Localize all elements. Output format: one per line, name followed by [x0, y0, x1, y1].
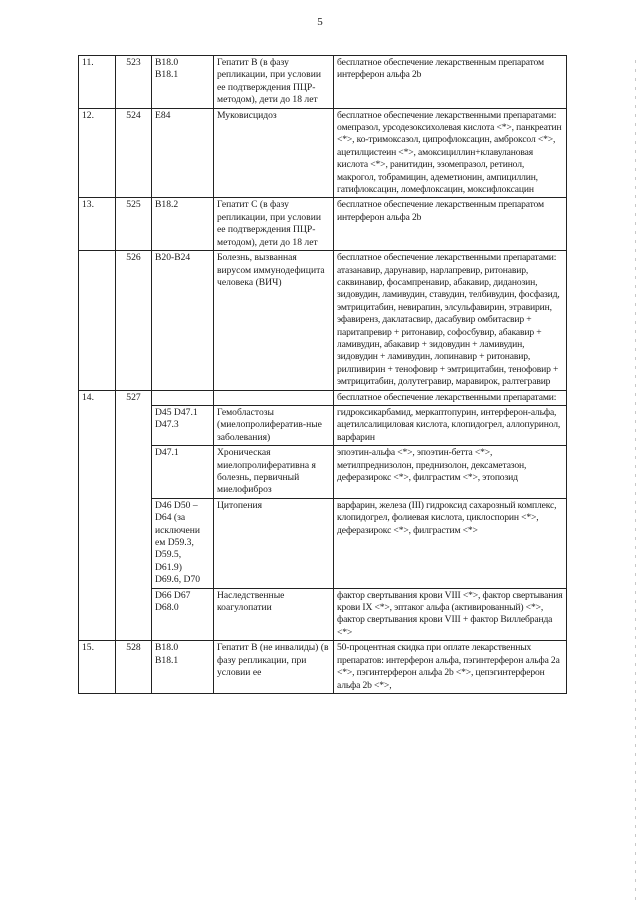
icd-code: D66 D67 D68.0: [152, 588, 214, 641]
page-number: 5: [317, 16, 323, 28]
icd-code: B18.0 B18.1: [152, 56, 214, 109]
row-number: 11.: [79, 56, 116, 109]
disease-name: Гемобластозы (миелопролифератив-ные заболевания): [214, 405, 334, 445]
benefits-table: [78, 55, 567, 694]
row-number: 14.: [79, 390, 116, 641]
icd-code: D45 D47.1 D47.3: [152, 405, 214, 445]
row-code: 524: [116, 108, 152, 198]
disease-name-empty: [214, 390, 334, 405]
disease-name: Болезнь, вызванная вирусом иммунодефицита человека (ВИЧ): [214, 251, 334, 390]
icd-code: B18.0 B18.1: [152, 641, 214, 694]
row-code: 528: [116, 641, 152, 694]
table-row: [79, 390, 567, 405]
icd-code-empty: [152, 390, 214, 405]
table-row: [79, 641, 567, 694]
benefit-text: варфарин, железа (III) гидроксид сахарозный комплекс, клопидогрел, фолиевая кислота, циклоспорин <*>, деферазирокс <*>, филграстим <*>: [334, 498, 567, 588]
table-subrow: [79, 405, 567, 445]
table-row: [79, 108, 567, 198]
benefit-text: эпоэтин-альфа <*>, эпоэтин-бетта <*>, метилпреднизолон, преднизолон, дексаметазон, деферазирокс <*>, филграстим <*>, этопозид: [334, 446, 567, 499]
icd-code: B18.2: [152, 198, 214, 251]
benefit-lead-text: бесплатное обеспечение лекарственными препаратами:: [334, 390, 567, 405]
row-code: 526: [116, 251, 152, 390]
row-number: 12.: [79, 108, 116, 198]
icd-code: D47.1: [152, 446, 214, 499]
benefit-text: бесплатное обеспечение лекарственными препаратами: омепразол, урсодезоксихолевая кислота <*>, панкреатин <*>, ко-тримоксазол, ципрофлоксацин, амброксол <*>, ацетилцистеин <*>, амоксициллин+клавулановая кислота <*>, ранитидин, эзомепразол, ретинол, макрогол, тобрамицин, адеметионин, ампициллин, гатифлоксацин, ломефлоксацин, моксифлоксацин: [334, 108, 567, 198]
row-code: 525: [116, 198, 152, 251]
scan-edge-artifact: [635, 60, 636, 900]
table-row: [79, 56, 567, 109]
benefit-text: бесплатное обеспечение лекарственным препаратом интерферон альфа 2b: [334, 56, 567, 109]
disease-name: Гепатит В (в фазу репликации, при условии ее подтверждения ПЦР-методом), дети до 18 лет: [214, 56, 334, 109]
row-code: 527: [116, 390, 152, 641]
benefit-text: бесплатное обеспечение лекарственным препаратом интерферон альфа 2b: [334, 198, 567, 251]
benefit-text: 50-процентная скидка при оплате лекарственных препаратов: интерферон альфа, пэгинтерферон альфа 2а <*>, пэгинтерферон альфа 2b <*>, цепэгинтерферон альфа 2b <*>,: [334, 641, 567, 694]
row-number: 13.: [79, 198, 116, 251]
icd-code: E84: [152, 108, 214, 198]
row-number: 15.: [79, 641, 116, 694]
table-subrow: [79, 588, 567, 641]
table-row: [79, 251, 567, 390]
disease-name: Муковисцидоз: [214, 108, 334, 198]
row-number: [79, 251, 116, 390]
benefit-text: гидроксикарбамид, меркаптопурин, интерферон-альфа, ацетилсалициловая кислота, клопидогрел, аллопуринол, варфарин: [334, 405, 567, 445]
disease-name: Наследственные коагулопатии: [214, 588, 334, 641]
benefit-text: бесплатное обеспечение лекарственными препаратами: атазанавир, дарунавир, нарлапревир, ритонавир, саквинавир, фосампренавир, абакавир, диданозин, зидовудин, ламивудин, ставудин, телбивудин, фосфазид, эмтрицитабин, невирапин, элсульфавирин, этравирин, эфавиренз, даклатасвир, дасабувир омбитасвир + паритапревир + ритонавир, софосбувир, абакавир + ламивудин, абакавир + зидовудин + ламивудин, зидовудин + ламивудин, лопинавир + ритонавир, рилпивирин + тенофовир + эмтрицитабин, тенофовир + эмтрицитабин, долутегравир, маравирок, ралтегравир: [334, 251, 567, 390]
table-row: [79, 198, 567, 251]
table-subrow: [79, 446, 567, 499]
icd-code: D46 D50 – D64 (за исключени ем D59.3, D59.5, D61.9) D69.6, D70: [152, 498, 214, 588]
table-subrow: [79, 498, 567, 588]
disease-name: Гепатит В (не инвалиды) (в фазу репликации, при условии ее: [214, 641, 334, 694]
icd-code: B20-B24: [152, 251, 214, 390]
disease-name: Хроническая миелопролиферативна я болезнь, первичный миелофиброз: [214, 446, 334, 499]
row-code: 523: [116, 56, 152, 109]
disease-name: Цитопения: [214, 498, 334, 588]
disease-name: Гепатит С (в фазу репликации, при условии ее подтверждения ПЦР-методом), дети до 18 лет: [214, 198, 334, 251]
benefit-text: фактор свертывания крови VIII <*>, фактор свертывания крови IX <*>, эптаког альфа (активированный) <*>, фактор свертывания крови VIII + фактор Виллебранда <*>: [334, 588, 567, 641]
